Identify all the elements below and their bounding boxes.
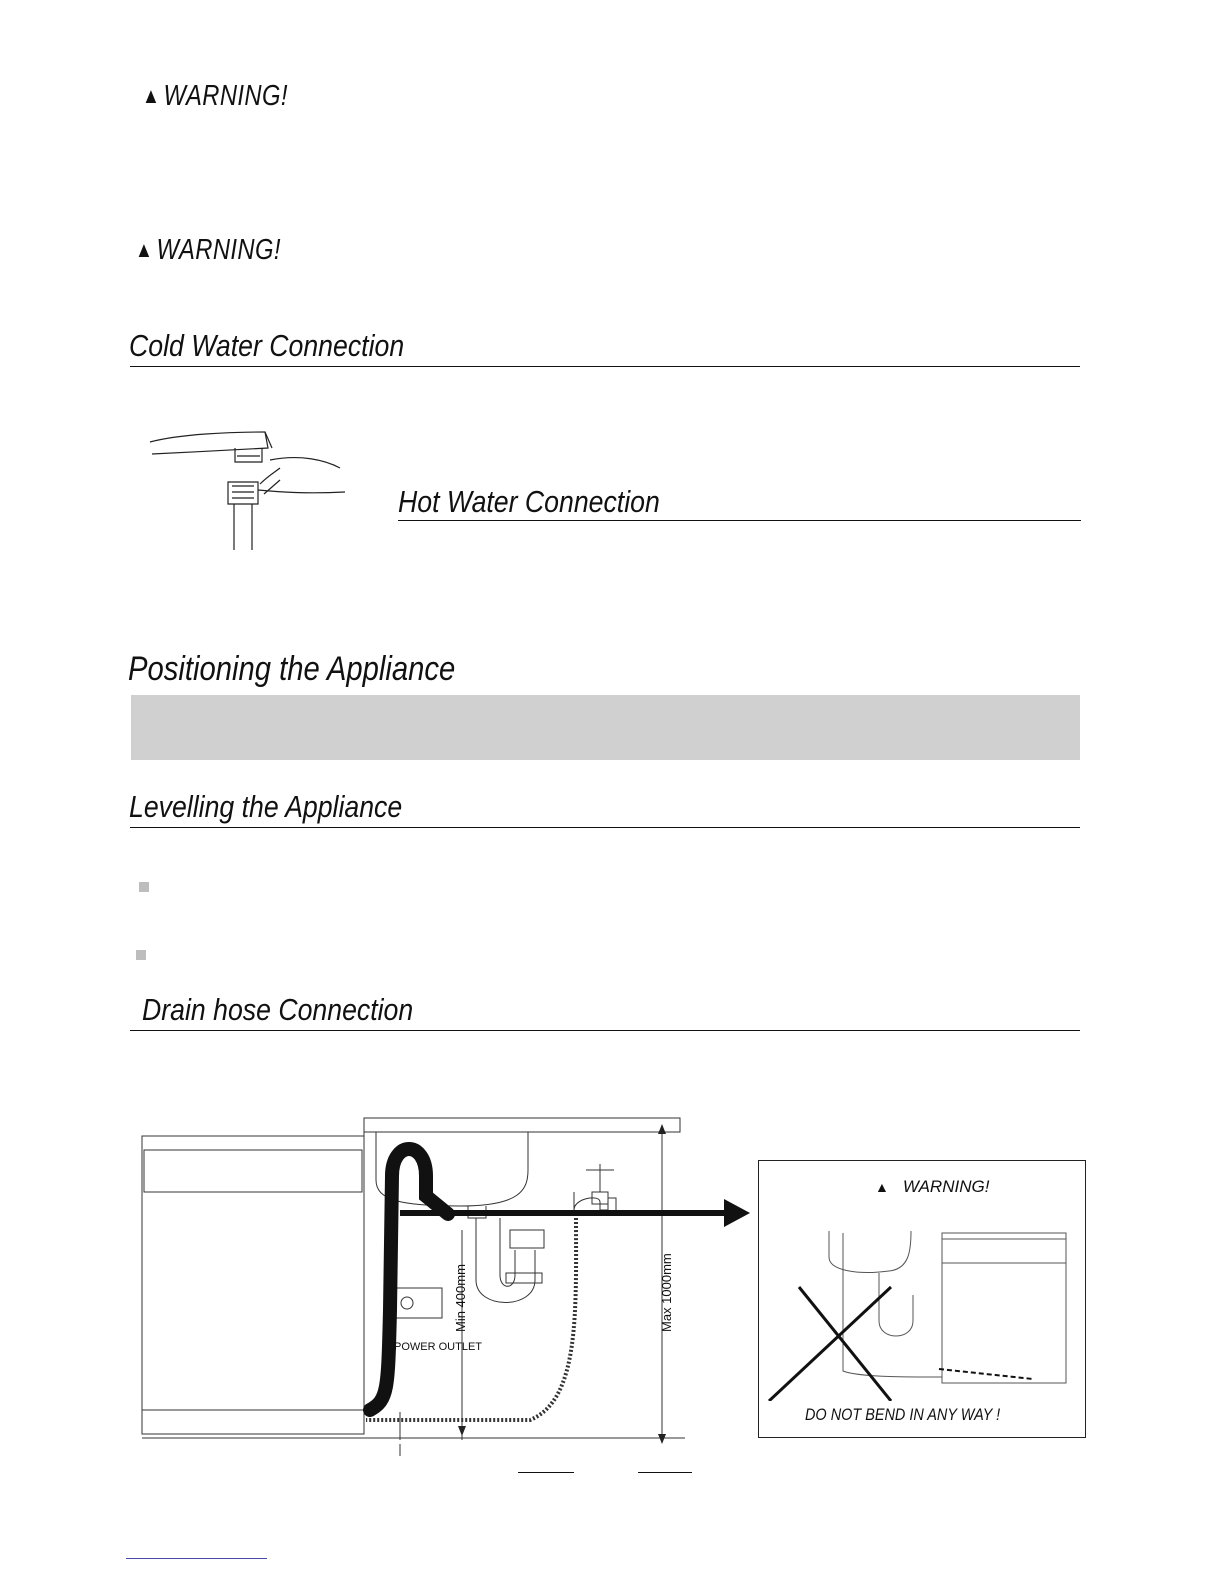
do-not-bend-inset bbox=[758, 1160, 1086, 1438]
square-bullet-icon bbox=[139, 882, 149, 892]
positioning-note-box bbox=[131, 695, 1080, 760]
hot-water-heading: Hot Water Connection bbox=[398, 484, 660, 519]
cold-water-heading: Cold Water Connection bbox=[129, 328, 405, 363]
drain-hose-heading: Drain hose Connection bbox=[142, 992, 414, 1027]
warning-heading-2 bbox=[135, 234, 281, 267]
do-not-bend-caption: DO NOT BEND IN ANY WAY ! bbox=[805, 1405, 1001, 1424]
hot-water-rule bbox=[398, 520, 1081, 521]
positioning-heading: Positioning the Appliance bbox=[128, 650, 456, 688]
inset-warning-text: WARNING! bbox=[902, 1177, 990, 1196]
max-height-label: Max 1000mm bbox=[659, 1253, 674, 1332]
levelling-heading: Levelling the Appliance bbox=[129, 789, 403, 824]
warning-text-2: WARNING! bbox=[156, 234, 281, 266]
bent-hose-illustration bbox=[759, 1211, 1085, 1401]
warning-heading-1 bbox=[142, 80, 288, 113]
min-height-label: Min 400mm bbox=[453, 1264, 468, 1332]
drain-hose-rule bbox=[130, 1030, 1080, 1031]
power-outlet-label: POWER OUTLET bbox=[394, 1341, 483, 1353]
underline-mark bbox=[518, 1472, 574, 1473]
cold-water-rule bbox=[130, 366, 1080, 367]
warning-triangle-icon: ▲ bbox=[135, 237, 154, 262]
levelling-rule bbox=[130, 827, 1080, 828]
tap-hose-illustration bbox=[140, 420, 360, 560]
footer-link-rule bbox=[126, 1558, 267, 1559]
underline-mark bbox=[638, 1472, 692, 1473]
square-bullet-icon bbox=[136, 950, 146, 960]
warning-text-1: WARNING! bbox=[163, 80, 288, 112]
drain-installation-diagram bbox=[130, 1110, 750, 1490]
inset-warning-heading bbox=[875, 1177, 989, 1197]
warning-triangle-icon: ▲ bbox=[142, 83, 161, 108]
warning-triangle-icon: ▲ bbox=[875, 1179, 889, 1195]
